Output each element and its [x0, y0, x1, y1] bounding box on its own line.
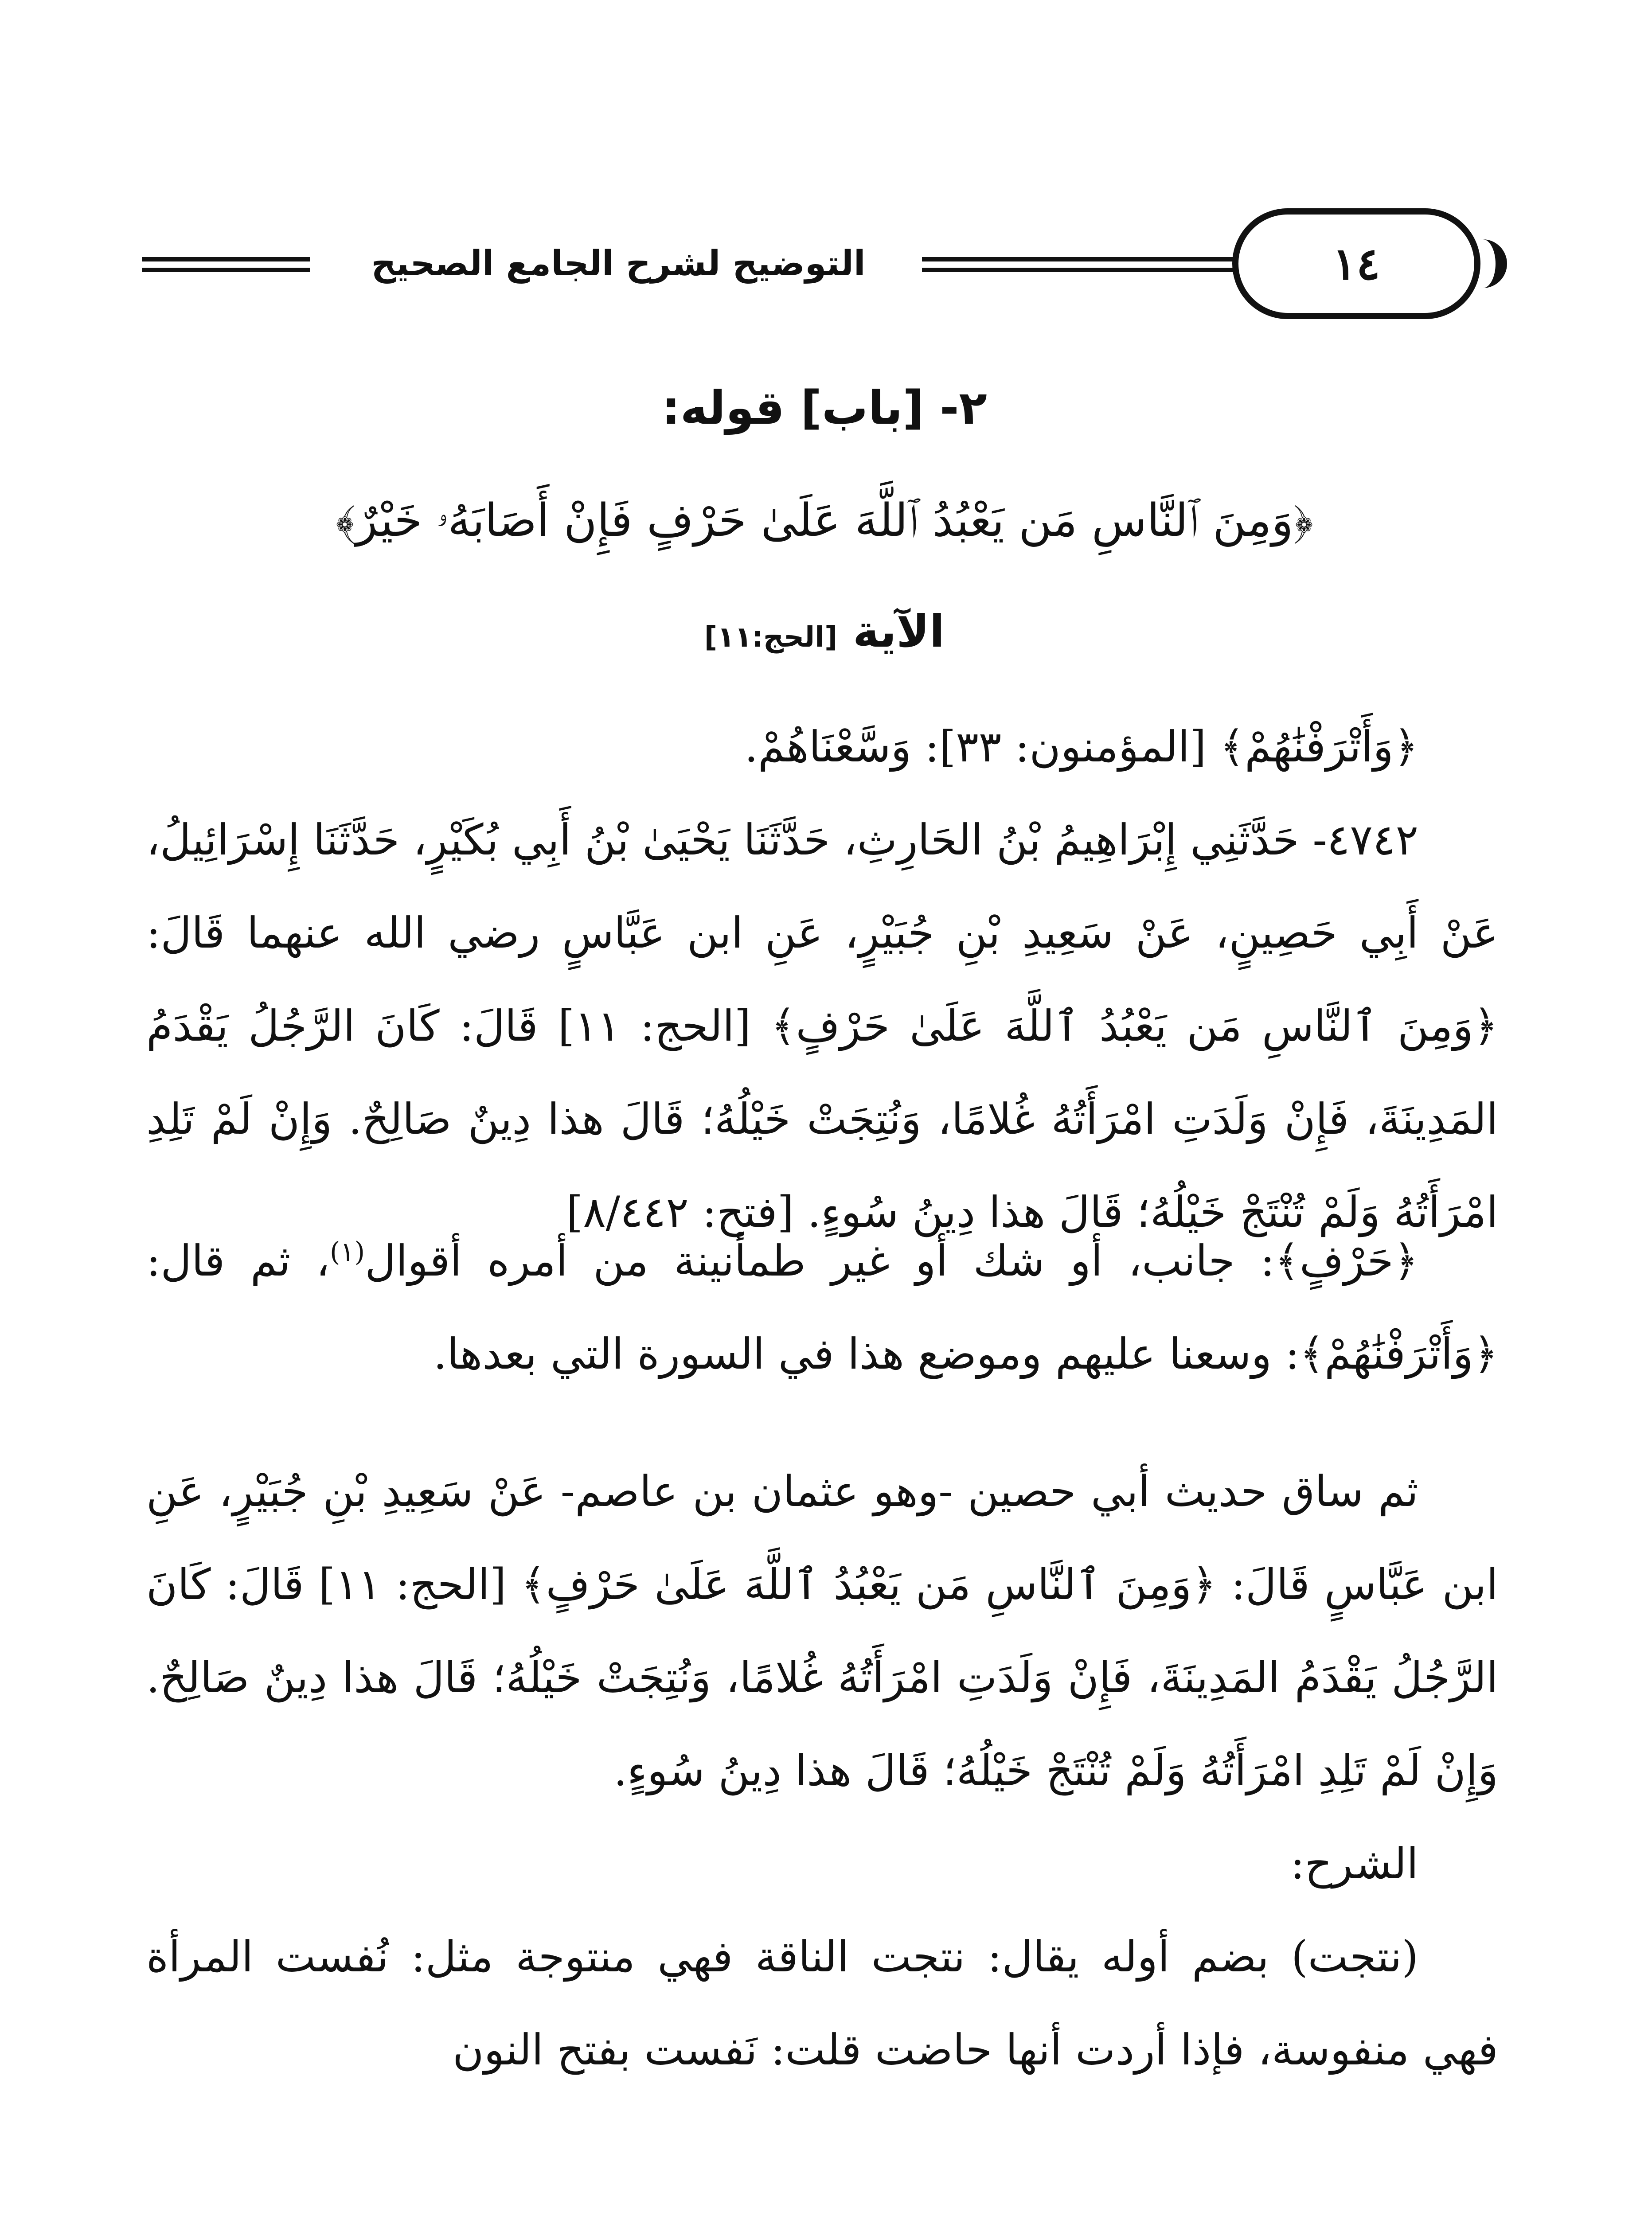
- hadith-text: ٤٧٤٢- حَدَّثَنِي إِبْرَاهِيمُ بْنُ الحَارِثِ، حَدَّثَنَا يَحْيَىٰ بْنُ أَبِي بُكَيْرٍ، حَدَّثَنَا إِسْرَائِيلُ، عَنْ أَبِي حَصِينٍ، عَنْ سَعِيدِ بْنِ جُبَيْرٍ، عَنِ ابن عَبَّاسٍ رضي الله عنهما قَالَ: ﴿وَمِنَ ٱلنَّاسِ مَن يَعْبُدُ ٱللَّهَ عَلَىٰ حَرْفٍ﴾ [الحج: ١١] قَالَ: كَانَ الرَّجُلُ يَقْدَمُ المَدِينَةَ، فَإِنْ وَلَدَتِ امْرَأَتُهُ غُلامًا، وَنُتِجَتْ خَيْلُهُ؛ قَالَ هذا دِينٌ صَالِحٌ. وَإِنْ لَمْ تَلِدِ امْرَأَتُهُ وَلَمْ تُنْتَجْ خَيْلُهُ؛ قَالَ هذا دِينُ سُوءٍ. [فتح: ٨/٤٤٢]: [146, 815, 1499, 1237]
- ayah-word: الآية: [853, 605, 945, 657]
- running-title: التوضيح لشرح الجامع الصحيح: [371, 244, 866, 284]
- explanation-1-text: [146, 1214, 1498, 1401]
- explanation-1-part-a: ﴿حَرْفٍ﴾: جانب، أو شك أو غير طمأنينة من أمره أقوال: [365, 1236, 1419, 1286]
- ayah-reference: [133, 594, 1516, 675]
- explanation-2-text: ثم ساق حديث أبي حصين -وهو عثمان بن عاصم- عَنْ سَعِيدِ بْنِ جُبَيْرٍ، عَنِ ابن عَبَّاسٍ قَالَ: ﴿وَمِنَ ٱلنَّاسِ مَن يَعْبُدُ ٱللَّهَ عَلَىٰ حَرْفٍ﴾ [الحج: ١١] قَالَ: كَانَ الرَّجُلُ يَقْدَمُ المَدِينَةَ، فَإِنْ وَلَدَتِ امْرَأَتُهُ غُلامًا، وَنُتِجَتْ خَيْلُهُ؛ قَالَ هذا دِينٌ صَالِحٌ. وَإِنْ لَمْ تَلِدِ امْرَأَتُهُ وَلَمْ تُنْتَجْ خَيْلُهُ؛ قَالَ هذا دِينُ سُوءٍ.: [146, 1467, 1499, 1795]
- page-number-badge: ١٤: [1232, 208, 1480, 319]
- chapter-heading: ٢- [باب] قوله:: [662, 381, 987, 435]
- sharh-label: الشرح:: [1290, 1839, 1418, 1888]
- page-header: [133, 208, 1507, 324]
- header-rule-left: [142, 257, 310, 272]
- quran-verse: ﴿وَمِنَ ٱلنَّاسِ مَن يَعْبُدُ ٱللَّهَ عَلَىٰ حَرْفٍ فَإِنْ أَصَابَهُۥ خَيْرٌ﴾: [336, 494, 1313, 547]
- ayah-ref: [الحج:١١]: [704, 621, 838, 654]
- footnote-marker: (١): [330, 1237, 365, 1268]
- explanation-1: [146, 1214, 1498, 1401]
- explanation-2: [146, 1445, 1498, 2096]
- explanation-1-part-b: ، ثم قال: ﴿وَأَتْرَفْنَٰهُمْ﴾: وسعنا عليهم وموضع هذا في السورة التي بعدها.: [146, 1236, 1498, 1379]
- sharh-text: (نتجت) بضم أوله يقال: نتجت الناقة فهي منتوجة مثل: نُفست المرأة فهي منفوسة، فإذا أردت أنها حاضت قلت: نَفست بفتح النون: [146, 1932, 1498, 2075]
- hadith-block: [146, 700, 1498, 1259]
- intro-line: ﴿وَأَتْرَفْنَٰهُمْ﴾ [المؤمنون: ٣٣]: وَسَّعْنَاهُمْ.: [744, 722, 1418, 772]
